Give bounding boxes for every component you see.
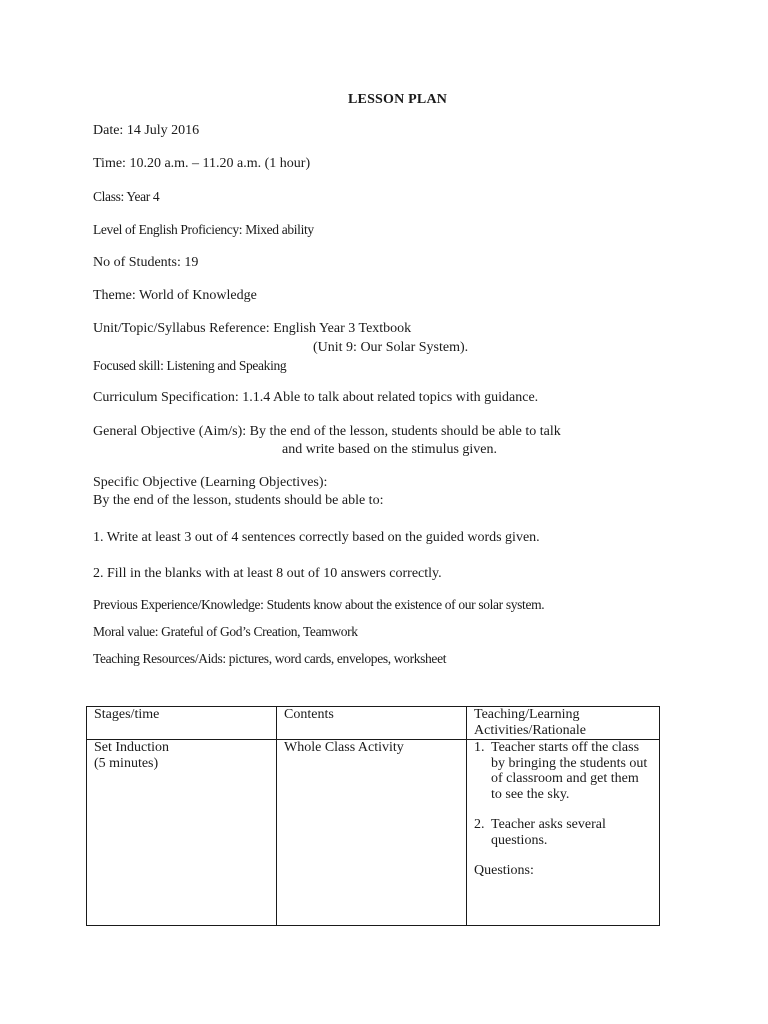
stage-cell (87, 740, 277, 926)
objective-item-1: 1. Write at least 3 out of 4 sentences correctly based on the guided words given. (93, 530, 540, 545)
contents-cell: Whole Class Activity (277, 740, 467, 926)
unit-field-line2: (Unit 9: Our Solar System). (313, 340, 469, 355)
document-title: LESSON PLAN (348, 92, 448, 107)
activity-list (474, 740, 652, 848)
stage-time: (5 minutes) (94, 755, 159, 771)
stage-name: Set Induction (94, 740, 170, 755)
table-row (87, 740, 660, 926)
questions-label: Questions: (474, 863, 534, 878)
date-field: Date: 14 July 2016 (93, 123, 200, 138)
specific-objective-intro: By the end of the lesson, students should be able to: (93, 493, 384, 508)
objective-item-2: 2. Fill in the blanks with at least 8 out of 10 answers correctly. (93, 566, 442, 581)
activity-number: 1. (474, 740, 485, 755)
unit-field-line1: Unit/Topic/Syllabus Reference: English Year 3 Textbook (93, 321, 412, 336)
activity-text: Teacher starts off the class by bringing the students out of classroom and get them to see the sky. (491, 740, 648, 802)
previous-knowledge-field: Previous Experience/Knowledge: Students know about the existence of our solar system. (93, 597, 545, 612)
focused-skill-field: Focused skill: Listening and Speaking (93, 358, 287, 373)
header-cell-contents: Contents (277, 707, 467, 740)
curriculum-field: Curriculum Specification: 1.1.4 Able to talk about related topics with guidance. (93, 390, 539, 405)
students-field: No of Students: 19 (93, 255, 199, 270)
header-cell-stages: Stages/time (87, 707, 277, 740)
list-item (474, 740, 652, 802)
general-objective-line1: General Objective (Aim/s): By the end of the lesson, students should be able to talk (93, 424, 561, 439)
list-item (474, 817, 652, 848)
specific-objective-heading: Specific Objective (Learning Objectives): (93, 475, 328, 490)
class-field: Class: Year 4 (93, 189, 160, 204)
lesson-stages-table (86, 706, 660, 926)
theme-field: Theme: World of Knowledge (93, 288, 257, 303)
activities-cell (467, 740, 660, 926)
time-field: Time: 10.20 a.m. – 11.20 a.m. (1 hour) (93, 156, 311, 171)
teaching-resources-field: Teaching Resources/Aids: pictures, word cards, envelopes, worksheet (93, 651, 447, 666)
activity-text: Teacher asks several questions. (491, 817, 606, 848)
header-cell-activities: Teaching/Learning Activities/Rationale (467, 707, 660, 740)
activity-number: 2. (474, 817, 485, 832)
proficiency-field: Level of English Proficiency: Mixed ability (93, 222, 314, 237)
general-objective-line2: and write based on the stimulus given. (282, 442, 498, 457)
table-header-row (87, 707, 660, 740)
moral-value-field: Moral value: Grateful of God’s Creation, Teamwork (93, 624, 358, 639)
